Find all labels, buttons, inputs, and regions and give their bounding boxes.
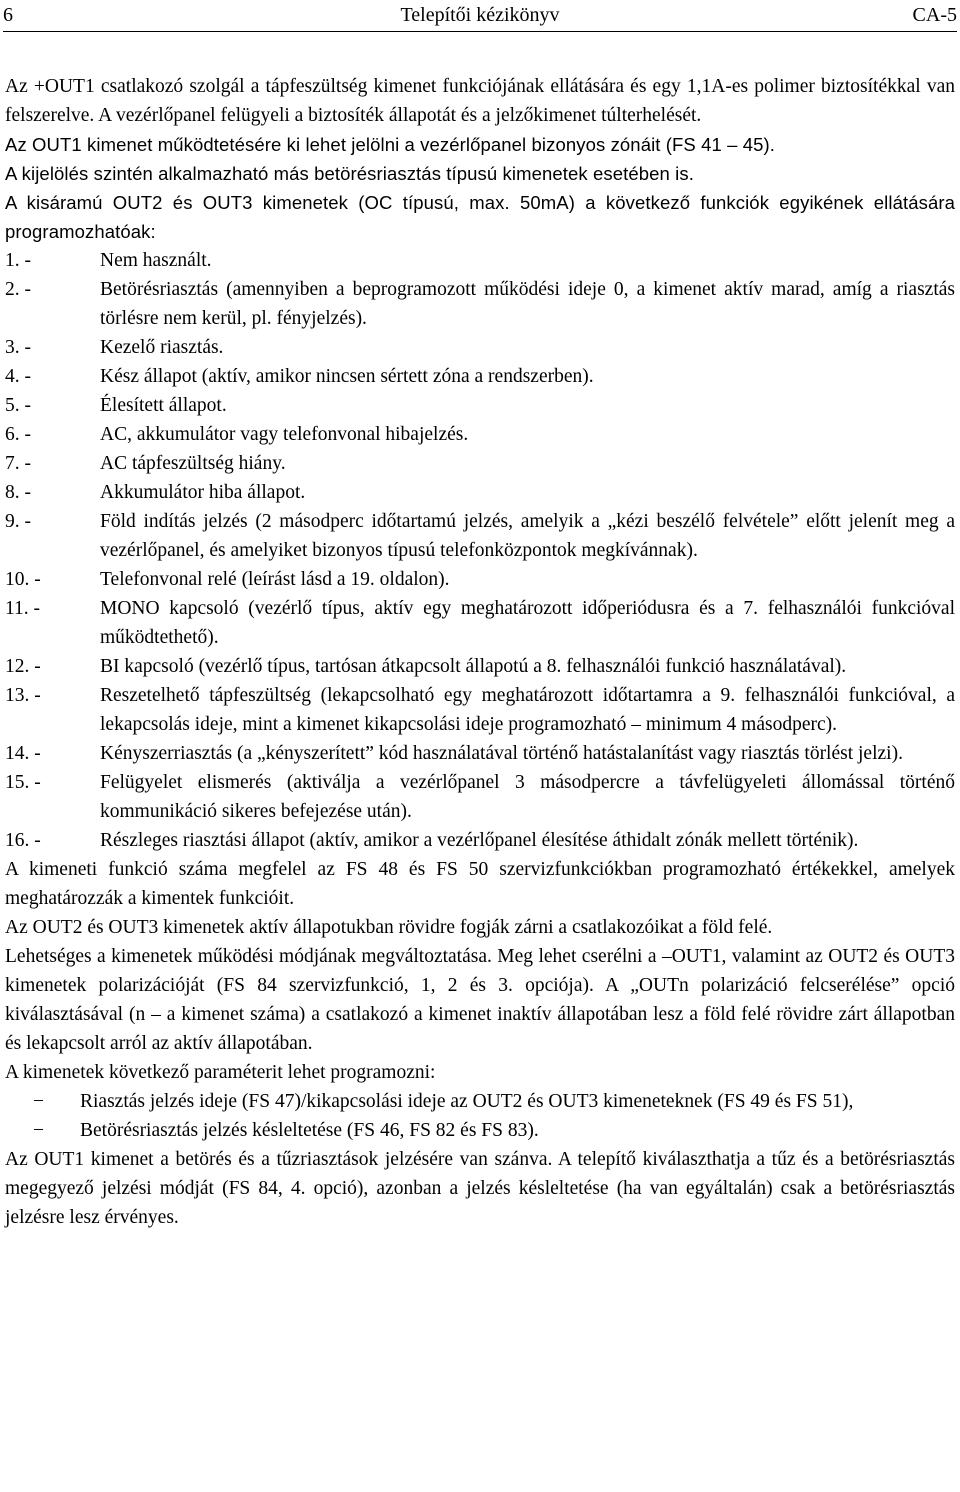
- list-item: [5, 739, 955, 768]
- dash-bullet: −: [33, 1091, 44, 1112]
- item-text: BI kapcsoló (vezérlő típus, tartósan átkapcsolt állapotú a 8. felhasználói funkció használatával).: [100, 656, 847, 677]
- item-number: 15. -: [5, 772, 41, 793]
- paragraph-polarization: Lehetséges a kimenetek működési módjának megváltoztatása. Meg lehet cserélni a –OUT1, valamint az OUT2 és OUT3 kimenetek polarizációját (FS 84 szervizfunkció, 1, 2 és 3. opciója). A „OUTn polarizáció felcserélése” opció kiválasztásával (n – a kimenet száma) a csatlakozó a kimenet inaktív állapotában lesz a föld felé rövidre zárt állapotban és lekapcsolt arról az aktív állapotában.: [5, 946, 955, 1054]
- paragraph-out1-signalling: Az OUT1 kimenet a betörés és a tűzriasztások jelzésére van szánva. A telepítő kiválaszthatja a tűz és a betörésriasztás megegyező jelzési módját (FS 84, 4. opció), azonban a jelzés késleltetése (ha van egyáltalán) csak a betörésriasztás jelzésre lesz érvényes.: [5, 1149, 955, 1228]
- list-item: [5, 826, 955, 855]
- item-number: 11. -: [5, 598, 41, 619]
- page-content: [5, 72, 955, 1232]
- item-text: Élesített állapot.: [100, 395, 227, 416]
- list-item: [5, 275, 955, 333]
- page-header: [3, 0, 957, 32]
- list-item: [5, 362, 955, 391]
- item-number: 4. -: [5, 366, 31, 387]
- parameter-list: [5, 1087, 955, 1145]
- list-item: [5, 449, 955, 478]
- output-function-list: [5, 246, 955, 855]
- item-text: Nem használt.: [100, 250, 212, 271]
- list-item: [5, 1087, 955, 1116]
- list-item: [5, 391, 955, 420]
- list-item: [5, 478, 955, 507]
- list-item: [5, 594, 955, 652]
- item-text: Telefonvonal relé (leírást lásd a 19. oldalon).: [100, 569, 450, 590]
- item-text: Kényszerriasztás (a „kényszerített” kód használatával történő hatástalanítást vagy riasztás törlést jelzi).: [100, 743, 903, 764]
- list-item: [5, 246, 955, 275]
- intro-paragraph-low-current: A kisáramú OUT2 és OUT3 kimenetek (OC típusú, max. 50mA) a következő funkciók egyikének ellátására programozhatóak:: [5, 192, 955, 242]
- intro-paragraph-zones: Az OUT1 kimenet működtetésére ki lehet jelölni a vezérlőpanel bizonyos zónáit (FS 41 – 45).: [5, 134, 776, 155]
- item-number: 14. -: [5, 743, 41, 764]
- item-text: Föld indítás jelzés (2 másodperc időtartamú jelzés, amelyik a „kézi beszélő felvétele” előtt jelenít meg a vezérlőpanel, és amelyiket bizonyos típusú telefonközpontok megkívánnak).: [100, 511, 955, 561]
- document-code: CA-5: [912, 4, 957, 26]
- item-number: 10. -: [5, 569, 41, 590]
- item-number: 8. -: [5, 482, 31, 503]
- item-number: 12. -: [5, 656, 41, 677]
- item-text: Részleges riasztási állapot (aktív, amikor a vezérlőpanel élesítése áthidalt zónák mellett történik).: [100, 830, 859, 851]
- paragraph-function-number: A kimeneti funkció száma megfelel az FS 48 és FS 50 szervizfunkciókban programozható értékekkel, amelyek meghatározzák a kimentek funkcióit.: [5, 859, 955, 909]
- item-text: MONO kapcsoló (vezérlő típus, aktív egy meghatározott időperiódusra és a 7. felhasználói funkcióval működtethető).: [100, 598, 955, 648]
- item-number: 13. -: [5, 685, 41, 706]
- item-number: 5. -: [5, 395, 31, 416]
- item-text: Betörésriasztás (amennyiben a beprogramozott működési ideje 0, a kimenet aktív marad, amíg a riasztás törlésre nem kerül, pl. fényjelzés).: [100, 279, 955, 329]
- intro-paragraph-assignment: A kijelölés szintén alkalmazható más betörésriasztás típusú kimenetek esetében is.: [5, 163, 694, 184]
- item-number: 1. -: [5, 250, 31, 271]
- list-item: [5, 565, 955, 594]
- paragraph-active-state: Az OUT2 és OUT3 kimenetek aktív állapotukban rövidre fogják zárni a csatlakozóikat a föld felé.: [5, 917, 773, 938]
- paragraph-parameters-intro: A kimenetek következő paraméterit lehet programozni:: [5, 1062, 436, 1083]
- list-item: [5, 1116, 955, 1145]
- item-number: 7. -: [5, 453, 31, 474]
- page-number: 6: [3, 4, 13, 26]
- list-item: [5, 420, 955, 449]
- item-text: Riasztás jelzés ideje (FS 47)/kikapcsolási ideje az OUT2 és OUT3 kimeneteknek (FS 49 és FS 51),: [80, 1091, 854, 1112]
- item-number: 16. -: [5, 830, 41, 851]
- intro-paragraph-fuse: Az +OUT1 csatlakozó szolgál a tápfeszültség kimenet funkciójának ellátására és egy 1,1A-es polimer biztosítékkal van felszerelve. A vezérlőpanel felügyeli a biztosíték állapotát és a jelzőkimenet túlterhelését.: [5, 76, 955, 126]
- item-text: AC tápfeszültség hiány.: [100, 453, 286, 474]
- list-item: [5, 652, 955, 681]
- item-text: Felügyelet elismerés (aktiválja a vezérlőpanel 3 másodpercre a távfelügyeleti állomással történő kommunikáció sikeres befejezése után).: [100, 772, 955, 822]
- item-text: Betörésriasztás jelzés késleltetése (FS 46, FS 82 és FS 83).: [80, 1120, 539, 1141]
- document-title: Telepítői kézikönyv: [400, 4, 560, 26]
- item-text: Akkumulátor hiba állapot.: [100, 482, 306, 503]
- item-text: Kész állapot (aktív, amikor nincsen sértett zóna a rendszerben).: [100, 366, 594, 387]
- item-number: 6. -: [5, 424, 31, 445]
- item-text: Reszetelhető tápfeszültség (lekapcsolható egy meghatározott időtartamra a 9. felhasználói funkcióval, a lekapcsolás ideje, mint a kimenet kikapcsolási ideje programozható – minimum 4 másodperc).: [100, 685, 955, 735]
- item-number: 2. -: [5, 279, 31, 300]
- item-text: AC, akkumulátor vagy telefonvonal hibajelzés.: [100, 424, 469, 445]
- dash-bullet: −: [33, 1120, 44, 1141]
- list-item: [5, 333, 955, 362]
- item-number: 3. -: [5, 337, 31, 358]
- list-item: [5, 507, 955, 565]
- list-item: [5, 768, 955, 826]
- item-number: 9. -: [5, 511, 31, 532]
- item-text: Kezelő riasztás.: [100, 337, 224, 358]
- list-item: [5, 681, 955, 739]
